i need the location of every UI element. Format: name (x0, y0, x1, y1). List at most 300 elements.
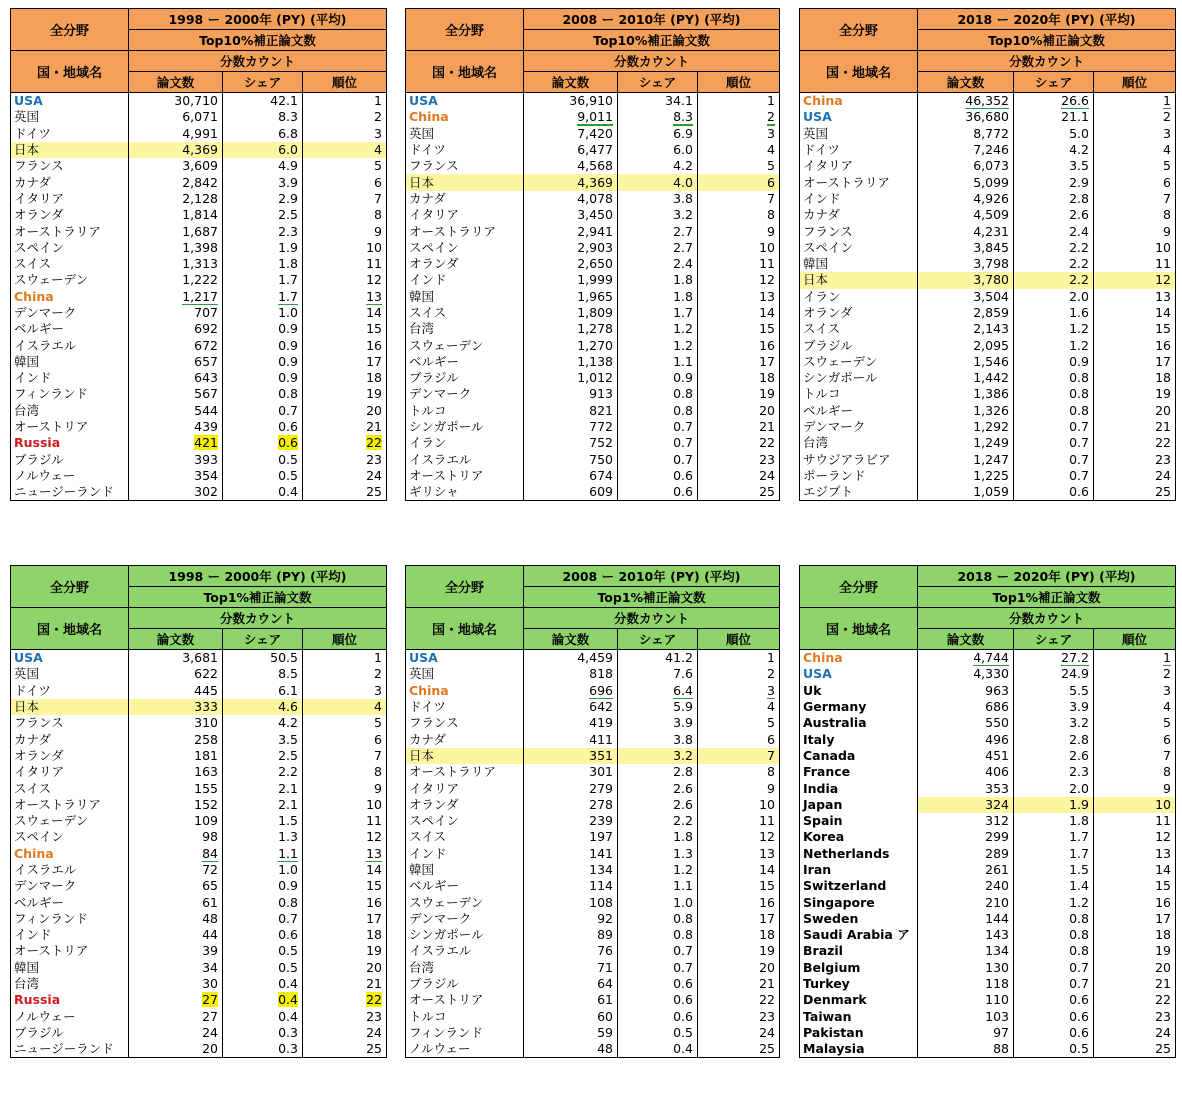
rank-value (698, 699, 780, 715)
table-row (800, 911, 1176, 927)
papers-value-text: 5,099 (973, 174, 1009, 190)
rank-value (1094, 846, 1176, 862)
table-row (406, 256, 780, 272)
country-name: スイス (800, 321, 918, 337)
rank-value-text: 21 (366, 976, 382, 992)
country-name: フランス (800, 223, 918, 239)
country-name: 日本 (406, 748, 524, 764)
share-value (1014, 126, 1094, 142)
rank-value (698, 1009, 780, 1025)
share-value-text: 2.3 (278, 223, 298, 239)
rank-value (698, 894, 780, 910)
rank-value (698, 797, 780, 813)
table-row (406, 435, 780, 451)
share-value (223, 452, 303, 468)
rank-value-text: 9 (374, 223, 382, 239)
papers-value-text: 2,859 (973, 305, 1009, 320)
papers-value (918, 943, 1014, 959)
country-name: ブラジル (800, 337, 918, 353)
share-value (223, 894, 303, 910)
share-value (1014, 93, 1094, 110)
share-value (1014, 419, 1094, 435)
rank-value-text: 12 (1155, 829, 1171, 845)
share-value-text: 1.1 (673, 878, 693, 894)
country-name: オーストラリア (11, 797, 129, 813)
share-value (223, 715, 303, 731)
rank-value (698, 337, 780, 353)
papers-value (918, 911, 1014, 927)
rank-value-text: 17 (366, 910, 382, 926)
share-value-text: 0.9 (278, 321, 298, 337)
country-name: ドイツ (11, 683, 129, 699)
table-row (406, 1041, 780, 1058)
table-row (11, 1009, 387, 1025)
papers-value-text: 821 (589, 402, 613, 418)
papers-value (524, 976, 618, 992)
share-value-text: 1.8 (673, 272, 693, 288)
country-name: ベルギー (406, 354, 524, 370)
share-value (618, 256, 698, 272)
papers-value (918, 403, 1014, 419)
metric-header: Top10%補正論文数 (129, 30, 387, 51)
papers-column-header: 論文数 (524, 629, 618, 650)
papers-value-text: 4,231 (973, 223, 1009, 239)
share-value (618, 419, 698, 435)
papers-value (524, 484, 618, 501)
papers-value-text: 103 (985, 1008, 1009, 1024)
papers-value (918, 321, 1014, 337)
rank-value (1094, 452, 1176, 468)
country-name: ギリシャ (406, 484, 524, 501)
rank-value-text: 5 (1163, 158, 1171, 174)
table-row (406, 321, 780, 337)
share-value (618, 158, 698, 174)
papers-value-text: 3,609 (182, 158, 218, 174)
rank-value-text: 8 (767, 764, 775, 780)
papers-value-text: 109 (194, 813, 218, 829)
papers-value-text: 97 (993, 1024, 1009, 1040)
rank-value-text: 11 (366, 813, 382, 829)
share-value-text: 2.7 (673, 223, 693, 239)
papers-value (129, 484, 223, 501)
share-value-text: 2.3 (1069, 764, 1089, 780)
table-row (800, 797, 1176, 813)
papers-value (918, 126, 1014, 142)
papers-value-text: 6,071 (182, 109, 218, 125)
share-value (618, 109, 698, 125)
country-name: ニュージーランド (11, 484, 129, 501)
share-value-text: 0.8 (1069, 927, 1089, 943)
rank-value-text: 23 (759, 451, 775, 467)
share-value (1014, 337, 1094, 353)
table-row (11, 748, 387, 764)
papers-value (524, 305, 618, 321)
rank-value (303, 1009, 387, 1025)
table-row (11, 174, 387, 190)
papers-value-text: 34 (202, 959, 218, 975)
table-row (406, 748, 780, 764)
papers-value (129, 207, 223, 223)
share-value-text: 0.7 (1069, 976, 1089, 992)
papers-value-text: 60 (597, 1008, 613, 1024)
table-row (800, 683, 1176, 699)
papers-value (918, 992, 1014, 1008)
papers-value-text: 3,681 (182, 650, 218, 666)
papers-value-text: 89 (597, 927, 613, 943)
rank-value (303, 305, 387, 321)
papers-value-text: 278 (589, 796, 613, 812)
country-name: デンマーク (800, 419, 918, 435)
country-name: 台湾 (800, 435, 918, 451)
rank-value-text: 16 (1155, 337, 1171, 353)
papers-value (129, 370, 223, 386)
rank-value-text: 4 (374, 699, 382, 715)
rank-value (698, 126, 780, 142)
papers-value (129, 1041, 223, 1058)
share-value-text: 3.2 (1069, 715, 1089, 731)
share-value (1014, 943, 1094, 959)
rank-value-text: 15 (1155, 878, 1171, 894)
rank-value (698, 829, 780, 845)
rank-value (1094, 992, 1176, 1008)
share-value (1014, 289, 1094, 305)
country-name: 日本 (800, 272, 918, 288)
papers-value (918, 289, 1014, 305)
metric-header: Top1%補正論文数 (918, 587, 1176, 608)
papers-value-text: 48 (597, 1041, 613, 1057)
papers-value (524, 321, 618, 337)
papers-value-text: 4,509 (973, 207, 1009, 223)
share-value-text: 1.5 (278, 813, 298, 829)
country-name: インド (406, 272, 524, 288)
rank-value (303, 142, 387, 158)
table-row (11, 813, 387, 829)
share-value (1014, 829, 1094, 845)
papers-value (524, 337, 618, 353)
papers-column-header: 論文数 (524, 72, 618, 93)
country-name: USA (406, 93, 524, 110)
rank-value-text: 9 (767, 780, 775, 796)
country-name: デンマーク (406, 911, 524, 927)
rank-value (303, 748, 387, 764)
table-row (406, 223, 780, 239)
papers-value-text: 4,744 (973, 650, 1009, 666)
papers-column-header: 論文数 (129, 629, 223, 650)
country-name: 英国 (406, 126, 524, 142)
rank-value-text: 10 (1155, 239, 1171, 255)
papers-value-text: 72 (202, 862, 218, 877)
papers-value-text: 1,249 (973, 435, 1009, 451)
papers-value (524, 992, 618, 1008)
papers-value-text: 4,991 (182, 125, 218, 141)
papers-value (129, 305, 223, 321)
country-name: ブラジル (11, 1025, 129, 1041)
papers-value (918, 223, 1014, 239)
table-row (11, 223, 387, 239)
papers-value (524, 715, 618, 731)
share-value-text: 4.2 (278, 715, 298, 731)
country-name: ドイツ (800, 142, 918, 158)
papers-value (918, 109, 1014, 125)
share-value (223, 731, 303, 747)
country-name: カナダ (406, 731, 524, 747)
share-value-text: 2.1 (278, 780, 298, 796)
table-row (406, 846, 780, 862)
share-value-text: 0.3 (278, 1041, 298, 1057)
rank-value (698, 731, 780, 747)
rank-value-text: 7 (1163, 747, 1171, 763)
papers-value-text: 750 (589, 451, 613, 467)
country-column-header: 国・地域名 (406, 51, 524, 93)
papers-value-text: 1,965 (577, 288, 613, 304)
table-row (800, 174, 1176, 190)
share-value (223, 829, 303, 845)
papers-value-text: 3,798 (973, 256, 1009, 272)
papers-value (918, 976, 1014, 992)
table-row (406, 305, 780, 321)
papers-value (918, 142, 1014, 158)
papers-value (129, 683, 223, 699)
share-value (1014, 911, 1094, 927)
country-column-header: 国・地域名 (406, 608, 524, 650)
papers-value (129, 321, 223, 337)
country-name: ベルギー (11, 894, 129, 910)
papers-value-text: 144 (985, 910, 1009, 926)
rank-value (1094, 289, 1176, 305)
table-row (800, 289, 1176, 305)
table-row (800, 191, 1176, 207)
papers-value (524, 764, 618, 780)
rank-value-text: 23 (366, 451, 382, 467)
share-value (618, 207, 698, 223)
rank-value (1094, 666, 1176, 682)
metric-header: Top10%補正論文数 (918, 30, 1176, 51)
share-value-text: 0.9 (278, 353, 298, 369)
share-value-text: 1.8 (673, 288, 693, 304)
papers-value-text: 4,369 (577, 174, 613, 190)
share-value-text: 0.7 (278, 910, 298, 926)
share-value (1014, 207, 1094, 223)
country-name: 英国 (11, 109, 129, 125)
table-row (406, 240, 780, 256)
papers-value (129, 943, 223, 959)
share-value-text: 0.6 (673, 976, 693, 992)
papers-value (524, 93, 618, 110)
rank-value-text: 7 (1163, 190, 1171, 206)
share-value-text: 2.9 (1069, 174, 1089, 190)
papers-value (129, 337, 223, 353)
country-name: 台湾 (11, 976, 129, 992)
rank-value (303, 240, 387, 256)
share-value (618, 780, 698, 796)
papers-value-text: 643 (194, 370, 218, 386)
rank-value (1094, 715, 1176, 731)
table-row (11, 862, 387, 878)
papers-value (129, 223, 223, 239)
rank-value (698, 468, 780, 484)
papers-value (918, 158, 1014, 174)
country-name: China (800, 650, 918, 667)
table-row (800, 813, 1176, 829)
papers-value (524, 943, 618, 959)
country-name: スウェーデン (11, 272, 129, 288)
rank-value (1094, 748, 1176, 764)
share-value-text: 1.0 (278, 862, 298, 877)
table-row (800, 354, 1176, 370)
papers-value (524, 927, 618, 943)
papers-value-text: 141 (589, 845, 613, 861)
share-value (618, 321, 698, 337)
period-header: 1998 ー 2000年 (PY) (平均) (129, 566, 387, 587)
rank-value (303, 650, 387, 667)
share-value-text: 0.8 (673, 386, 693, 402)
table-row (800, 992, 1176, 1008)
rank-value-text: 3 (767, 682, 775, 698)
rank-value-text: 24 (366, 467, 382, 483)
ranking-table-2 (405, 8, 780, 501)
country-name: ブラジル (11, 452, 129, 468)
share-value-text: 0.5 (278, 943, 298, 959)
share-value-text: 0.6 (673, 1008, 693, 1024)
papers-value-text: 61 (597, 992, 613, 1008)
country-name: USA (800, 666, 918, 682)
papers-value (524, 126, 618, 142)
papers-value-text: 134 (985, 943, 1009, 959)
papers-value-text: 24 (202, 1024, 218, 1040)
share-value (223, 943, 303, 959)
papers-value (524, 862, 618, 878)
ranking-table-3 (799, 8, 1176, 501)
share-value-text: 7.6 (673, 666, 693, 682)
rank-value (303, 419, 387, 435)
papers-value-text: 439 (194, 419, 218, 435)
papers-value-text: 310 (194, 715, 218, 731)
country-name: China (800, 93, 918, 110)
country-name: Uk (800, 683, 918, 699)
papers-value (918, 1041, 1014, 1058)
share-value (1014, 731, 1094, 747)
rank-value-text: 21 (1155, 419, 1171, 435)
share-value (1014, 862, 1094, 878)
rank-value (1094, 337, 1176, 353)
table-row (11, 683, 387, 699)
share-value-text: 6.8 (278, 125, 298, 141)
field-label: 全分野 (11, 566, 129, 608)
rank-value-text: 20 (1155, 959, 1171, 975)
papers-value-text: 1,326 (973, 402, 1009, 418)
rank-value-text: 3 (767, 125, 775, 141)
papers-value-text: 1,247 (973, 451, 1009, 467)
table-row (406, 109, 780, 125)
count-method-header: 分数カウント (524, 51, 780, 72)
country-name: China (11, 289, 129, 305)
share-value (1014, 370, 1094, 386)
papers-value-text: 4,926 (973, 190, 1009, 206)
papers-value (918, 370, 1014, 386)
share-value-text: 2.5 (278, 207, 298, 223)
table-row (406, 976, 780, 992)
country-name: 英国 (406, 666, 524, 682)
papers-value (524, 158, 618, 174)
rank-value-text: 13 (759, 845, 775, 861)
papers-value (524, 1041, 618, 1058)
rank-value (1094, 305, 1176, 321)
country-name: Spain (800, 813, 918, 829)
country-name: フランス (406, 158, 524, 174)
rank-value (698, 960, 780, 976)
share-value (618, 715, 698, 731)
country-column-header: 国・地域名 (11, 608, 129, 650)
share-value (618, 992, 698, 1008)
country-name: オランダ (11, 748, 129, 764)
country-name: オーストリア (11, 943, 129, 959)
share-value-text: 0.8 (1069, 370, 1089, 386)
share-value (1014, 764, 1094, 780)
share-value (618, 764, 698, 780)
table-row (11, 419, 387, 435)
share-value (223, 289, 303, 305)
papers-value-text: 544 (194, 402, 218, 418)
papers-value-text: 302 (194, 484, 218, 500)
rank-value (1094, 435, 1176, 451)
rank-value-text: 16 (759, 894, 775, 910)
rank-value-text: 15 (759, 321, 775, 337)
papers-value (524, 666, 618, 682)
country-name: ニュージーランド (11, 1041, 129, 1058)
share-value (618, 370, 698, 386)
papers-value (918, 862, 1014, 878)
share-value (223, 764, 303, 780)
rank-value (1094, 1041, 1176, 1058)
papers-value-text: 1,442 (973, 370, 1009, 386)
country-name: Russia (11, 435, 129, 451)
share-value (223, 386, 303, 402)
rank-value-text: 11 (366, 256, 382, 272)
country-name: スペイン (406, 813, 524, 829)
rank-value (698, 240, 780, 256)
papers-value (129, 813, 223, 829)
papers-value (524, 109, 618, 125)
country-name: デンマーク (406, 386, 524, 402)
table-row (800, 894, 1176, 910)
share-value-text: 1.7 (673, 305, 693, 320)
field-label: 全分野 (800, 566, 918, 608)
rank-value (303, 927, 387, 943)
share-value-text: 34.1 (665, 93, 693, 109)
rank-value (303, 321, 387, 337)
table-row (800, 207, 1176, 223)
papers-value-text: 353 (985, 780, 1009, 796)
share-value (223, 109, 303, 125)
papers-value (918, 256, 1014, 272)
rank-value (698, 715, 780, 731)
share-value (1014, 191, 1094, 207)
papers-value-text: 258 (194, 731, 218, 747)
country-name: オーストリア (11, 419, 129, 435)
papers-column-header: 論文数 (918, 629, 1014, 650)
table-row (406, 158, 780, 174)
rank-value-text: 12 (1155, 272, 1171, 288)
share-value-text: 0.5 (1069, 1041, 1089, 1057)
share-value (618, 142, 698, 158)
country-name: 日本 (11, 142, 129, 158)
papers-value-text: 4,568 (577, 158, 613, 174)
rank-value-text: 14 (1155, 305, 1171, 320)
papers-value (524, 452, 618, 468)
rank-value (303, 829, 387, 845)
share-value (618, 943, 698, 959)
rank-value-text: 23 (366, 1008, 382, 1024)
